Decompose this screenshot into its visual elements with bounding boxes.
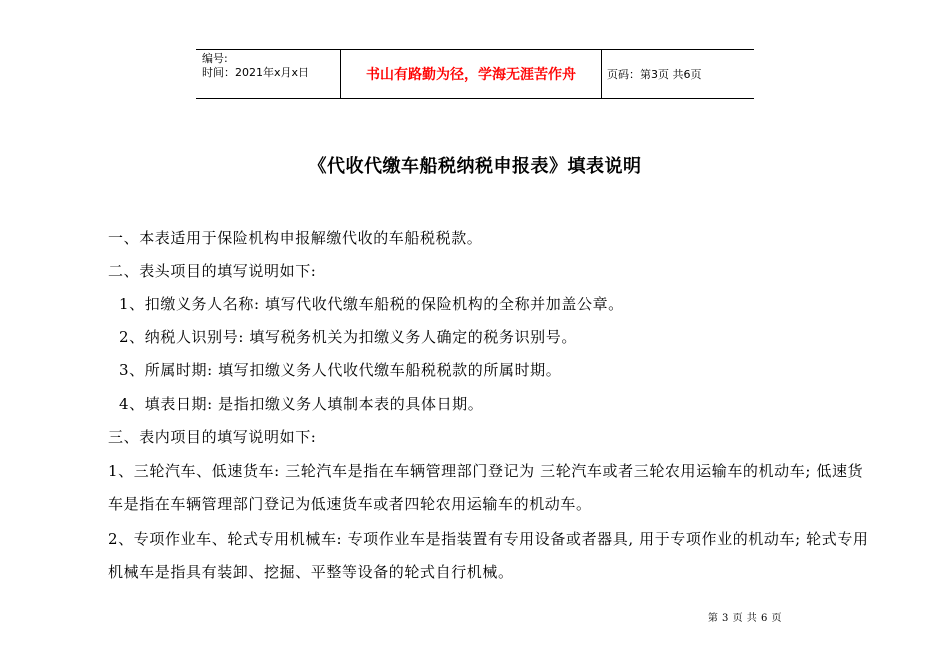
paragraph-7: 三、表内项目的填写说明如下: (108, 428, 317, 446)
paragraph-4: 2、纳税人识别号: 填写税务机关为扣缴义务人确定的税务识别号。 (119, 328, 577, 346)
header-motto: 书山有路勤为径，学海无涯苦作舟 (341, 50, 602, 98)
paragraph-8: 1、三轮汽车、低速货车: 三轮汽车是指在车辆管理部门登记为 三轮汽车或者三轮农用运输车的机动车; 低速货车是指在车辆管理部门登记为低速货车或者四轮农用运输车的机动车。 (108, 462, 864, 513)
paragraph-9: 2、专项作业车、轮式专用机械车: 专项作业车是指装置有专用设备或者器具, 用于专项作业的机动车; 轮式专用机械车是指具有装卸、挖掘、平整等设备的轮式自行机械。 (108, 530, 869, 581)
paragraph-5: 3、所属时期: 填写扣缴义务人代收代缴车船税税款的所属时期。 (119, 361, 562, 379)
paragraph-3: 1、扣缴义务人名称: 填写代收代缴车船税的保险机构的全称并加盖公章。 (119, 295, 624, 313)
document-title: 《代收代缴车船税纳税申报表》填表说明 (308, 156, 642, 177)
header-page-info: 页码：第3页 共6页 (607, 68, 702, 81)
header-meta-cell (196, 50, 341, 98)
paragraph-1: 一、本表适用于保险机构申报解缴代收的车船税税款。 (108, 229, 483, 247)
document-number-label: 编号: (202, 52, 228, 65)
document-date: 时间：2021年x月x日 (202, 66, 310, 79)
paragraph-6: 4、填表日期: 是指扣缴义务人填制本表的具体日期。 (119, 395, 484, 413)
page-footer: 第 3 页 共 6 页 (707, 613, 782, 624)
paragraph-2: 二、表头项目的填写说明如下: (108, 262, 317, 280)
document-header (196, 49, 754, 99)
